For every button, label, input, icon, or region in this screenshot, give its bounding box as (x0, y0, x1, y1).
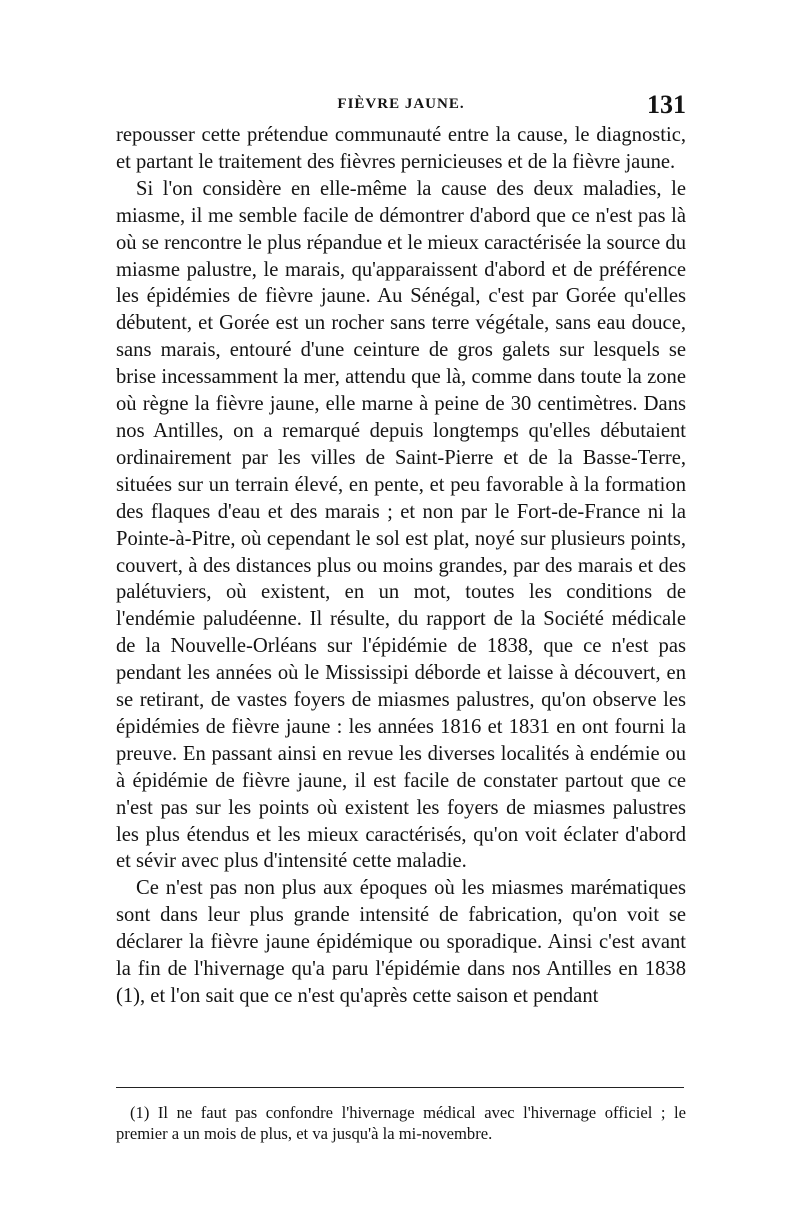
page-number: 131 (647, 90, 686, 119)
running-head (116, 92, 686, 122)
footnote: (1) Il ne faut pas confondre l'hivernage médical avec l'hivernage officiel ; le premier a un mois de plus, et va jusqu'à la mi-novembre. (116, 1103, 686, 1143)
body-text (116, 122, 686, 1010)
running-title: FIÈVRE JAUNE. (337, 96, 465, 112)
paragraph-2: Si l'on considère en elle-même la cause des deux maladies, le miasme, il me semble facile de démontrer d'abord que ce n'est pas là où se rencontre le plus répandue et le mieux caractérisée la source du miasme palustre, le marais, qu'apparaissent d'abord et de préférence les épidémies de fièvre jaune. Au Sénégal, c'est par Gorée qu'elles débutent, et Gorée est un rocher sans terre végétale, sans eau douce, sans marais, entouré d'une ceinture de gros galets sur lesquels se brise incessamment la mer, attendu que là, comme dans toute la zone où règne la fièvre jaune, elle marne à peine de 30 centimètres. Dans nos Antilles, on a remarqué depuis longtemps qu'elles débutaient ordinairement par les villes de Saint-Pierre et de la Basse-Terre, situées sur un terrain élevé, en pente, et peu favorable à la formation des flaques d'eau et des marais ; et non par le Fort-de-France ni la Pointe-à-Pitre, où cependant le sol est plat, noyé sur plusieurs points, couvert, à des distances plus ou moins grandes, par des marais et des palétuviers, où existent, en un mot, toutes les conditions de l'endémie paludéenne. Il résulte, du rapport de la Société médicale de la Nouvelle-Orléans sur l'épidémie de 1838, que ce n'est pas pendant les années où le Mississipi déborde et laisse à découvert, en se retirant, de vastes foyers de miasmes palustres, qu'on observe les épidémies de fièvre jaune : les années 1816 et 1831 en ont fourni la preuve. En passant ainsi en revue les diverses localités à endémie ou à épidémie de fièvre jaune, il est facile de constater partout que ce n'est pas sur les points où existent les foyers de miasmes palustres les plus étendus et les mieux caractérisés, qu'on voit éclater d'abord et sévir avec plus d'intensité cette maladie. (116, 177, 686, 873)
paragraph-3: Ce n'est pas non plus aux époques où les miasmes marématiques sont dans leur plus grande intensité de fabrication, qu'on voit se déclarer la fièvre jaune épidémique ou sporadique. Ainsi c'est avant la fin de l'hivernage qu'a paru l'épidémie dans nos Antilles en 1838 (1), et l'on sait que ce n'est qu'après cette saison et pendant (116, 877, 686, 1007)
paragraph-1: repousser cette prétendue communauté entre la cause, le diagnostic, et partant le traitement des fièvres pernicieuses et de la fièvre jaune. (116, 124, 686, 173)
footnote-divider (116, 1087, 684, 1088)
book-page (116, 92, 686, 1192)
